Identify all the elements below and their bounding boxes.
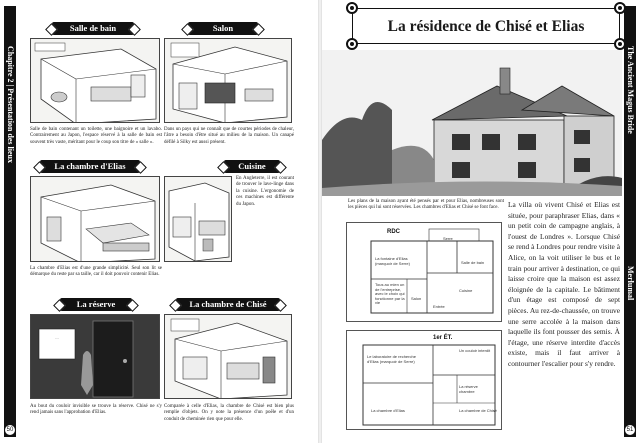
chise-room-illustration [164,314,292,399]
page-number: 50 [6,427,14,433]
elias-room-drawing [31,177,160,262]
series-title-text: The Ancient Magus Bride [626,46,635,134]
chise-room-drawing [165,315,292,399]
room-label: La chambre de Chisé [459,408,498,413]
chapter-side-text: Chapitre 2 | Présentation des lieux [6,46,15,163]
room-label: Serre [443,236,453,241]
floor-plan-ground [346,222,502,322]
elias-room-caption: La chambre d'Elias est d'une grande simplicité. Seul son lit se démarque du reste par sa taille, car il doit pouvoir contenir Elias. [30,266,162,278]
series-side-strip [624,6,636,437]
room-label: Un couloir interdit [459,348,491,353]
kitchen-caption: En Angleterre, il est courant de trouver le lave-linge dans la cuisine. L'ergonomie de ces machines est différente du Japon. [236,176,294,207]
left-page [0,0,318,443]
bathroom-illustration [30,38,160,123]
section-title-storage: La réserve [60,298,132,311]
house-caption: Les plans de la maison ayant été pensés par et pour Elias, nombreuses sont les pièces qui lui sont réservées. Les chambres d'Elias et Chisé se font face. [348,199,504,211]
room-label: La réserve chambre [459,384,478,394]
bathroom-caption: Salle de bain contenant un toilette, une baignoire et un lavabo. Contrairement au Japon, l'espace réservé à la salle de bain est souvent très vaste, méritant pour le coup son titre de « salle ». [30,127,162,145]
room-note: Tous au mien un de l'entreprise, avec le choix qui fonctionne par la vie [375,282,405,306]
corner-ornament-icon [346,38,358,50]
room-label: Cuisine [459,288,473,293]
floor-plan-first-walls [347,331,503,431]
section-title-living-room: Salon [188,22,258,35]
room-label: Le laboratoire de recherche d'Elias (marquoir de Serre) [367,354,416,364]
room-label: La chambre d'Elias [371,408,405,413]
corner-ornament-icon [614,2,626,14]
floor-plan-first-label: 1er ÉT. [433,335,453,341]
corner-ornament-icon [346,2,358,14]
floor-plan-first [346,330,502,430]
kitchen-drawing [165,177,232,262]
bathroom-drawing [31,39,160,123]
kitchen-illustration [164,176,232,262]
living-room-caption: Dans un pays qui ne connaît que de courtes périodes de chaleur, l'âtre a besoin d'être situé au milieu de la maison. Un canapé défilé à Silky est aussi présent. [164,127,294,145]
section-title-kitchen: Cuisine [224,160,280,173]
room-label: Entrée [433,304,445,309]
page-number-right: 51 [626,427,634,433]
house-illustration [322,50,622,196]
floor-plan-ground-label: RDC [387,229,400,235]
living-room-drawing [165,39,292,123]
svg-text:…: … [55,336,59,340]
elias-room-illustration [30,176,160,262]
storage-illustration [30,314,160,399]
room-label: La fontaine d'Elias (marquoir de Serre) [375,256,410,266]
chapter-side-strip [4,6,16,437]
page-title-box [352,8,620,44]
room-label: Salon [411,296,422,301]
series-author-text: Merlumal [626,266,635,301]
chise-room-caption: Comparée à celle d'Elias, la chambre de Chisé est bien plus remplie d'objets. On y note la présence d'un poêle et d'un conduit de cheminée rien que pour elle. [164,404,294,422]
corner-ornament-icon [614,38,626,50]
room-label: Salle de bain [461,260,485,265]
body-text: La villa où vivent Chisé et Elias est située, pour paraphraser Elias, dans « un petit coin de campagne anglais, à l'ouest de Londres ». Lorsque Chisé se rend à Londres pour rendre visite à Alice, on la voit utiliser le bus et le train pour arriver à destination, ce qui laisse croire que la maison est assez éloignée de la capitale. Le bâtiment d'un étage est composé de sept pièces. Au rez-de-chaussée, on trouve une serre accolée à la maison dans laquelle ils font pousser des semis. À l'étage, une réserve interdite d'accès existe, mais il faut arriver à contourner l'escalier pour s'y rendre. [508,200,620,368]
storage-caption: Au bout du couloir invisible se trouve la réserve. Chisé ne s'y rend jamais sans l'approbation d'Elias. [30,404,162,416]
page-title: La résidence de Chisé et Elias [387,18,585,35]
floor-plan-ground-walls [347,223,503,323]
house-drawing [322,50,622,196]
section-title-bathroom: Salle de bain [52,22,134,35]
section-title-chise-room: La chambre de Chisé [176,298,280,311]
section-title-elias-room: La chambre d'Elias [40,160,140,173]
living-room-illustration [164,38,292,123]
storage-drawing [31,315,160,399]
